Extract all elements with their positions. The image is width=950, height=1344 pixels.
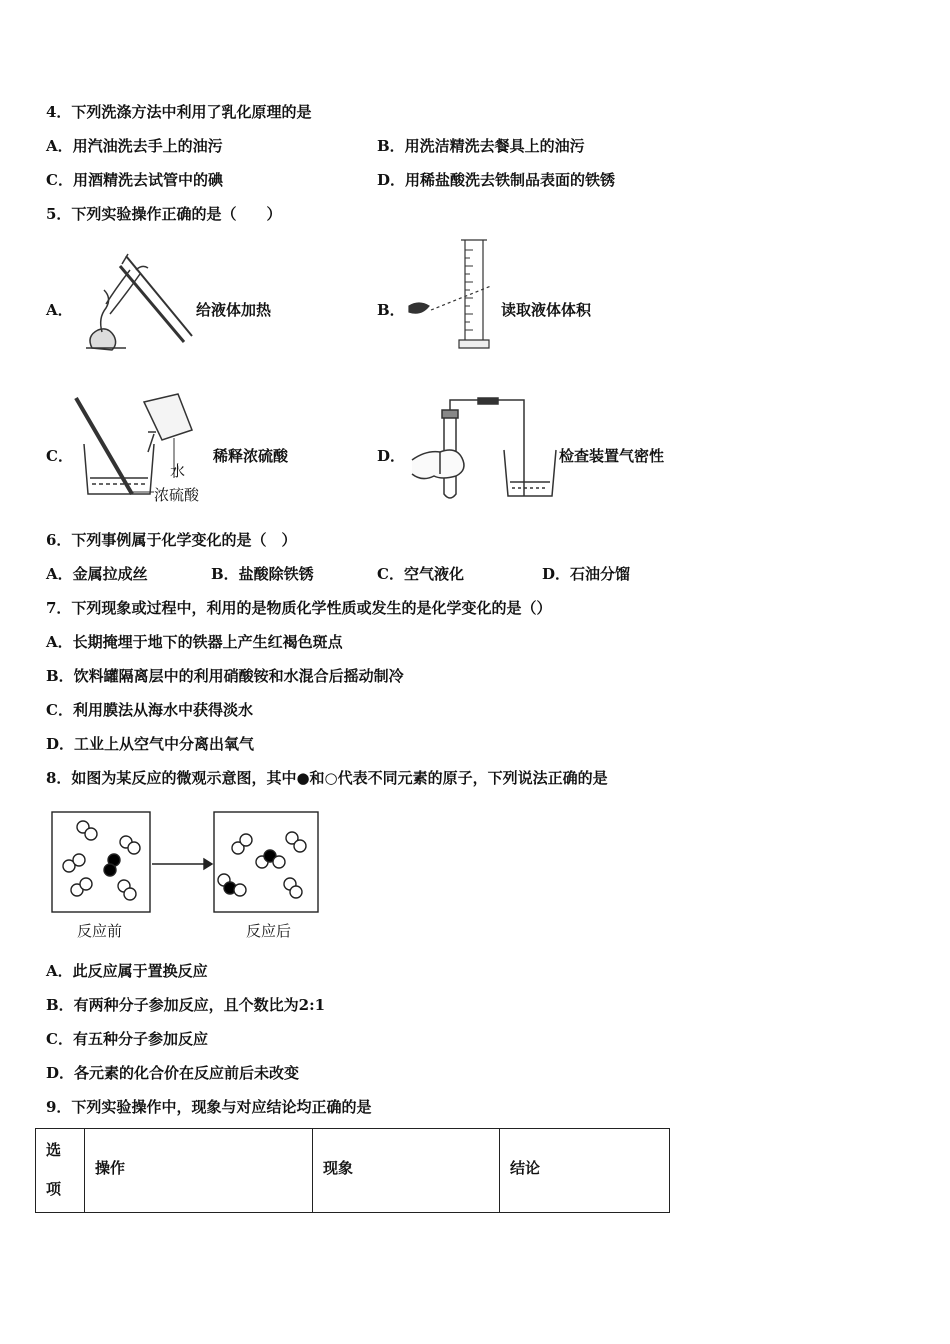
q5-option-d-letter[interactable]: D． <box>377 447 406 465</box>
q9-stem: 9．下列实验操作中，现象与对应结论均正确的是 <box>46 1098 372 1116</box>
q6-stem: 6．下列事例属于化学变化的是（ ） <box>46 531 297 549</box>
header-conclusion: 结论 <box>500 1129 670 1213</box>
q7-option-d[interactable]: D．工业上从空气中分离出氧气 <box>46 735 255 753</box>
q4-option-d[interactable]: D．用稀盐酸洗去铁制品表面的铁锈 <box>377 171 616 189</box>
q7-option-a[interactable]: A．长期掩埋于地下的铁器上产生红褐色斑点 <box>46 633 343 651</box>
q5-option-c-letter[interactable]: C． <box>46 447 73 465</box>
q7-option-b[interactable]: B．饮料罐隔离层中的利用硝酸铵和水混合后摇动制冷 <box>46 667 404 685</box>
conc-acid-label: 浓硫酸 <box>154 486 200 504</box>
q6-option-b[interactable]: B．盐酸除铁锈 <box>211 565 314 583</box>
header-operation: 操作 <box>85 1129 313 1213</box>
header-phenomenon: 现象 <box>313 1129 500 1213</box>
q6-option-c[interactable]: C．空气液化 <box>377 565 464 583</box>
q4-option-c[interactable]: C．用酒精洗去试管中的碘 <box>46 171 223 189</box>
q5-option-d-caption: 检查装置气密性 <box>559 447 665 465</box>
q8-option-c[interactable]: C．有五种分子参加反应 <box>46 1030 208 1048</box>
q6-option-a[interactable]: A．金属拉成丝 <box>46 565 148 583</box>
after-label: 反应后 <box>246 922 292 940</box>
q8-option-b[interactable]: B．有两种分子参加反应，且个数比为2:1 <box>46 996 326 1014</box>
q5-option-c-caption: 稀释浓硫酸 <box>213 447 289 465</box>
heating-liquid-figure <box>76 244 196 356</box>
q5-option-b-caption: 读取液体体积 <box>501 301 592 319</box>
q4-stem: 4．下列洗涤方法中利用了乳化原理的是 <box>46 103 312 121</box>
q6-option-d[interactable]: D．石油分馏 <box>542 565 631 583</box>
q5-stem: 5．下列实验操作正确的是（ ） <box>46 205 282 223</box>
q8-option-a[interactable]: A．此反应属于置换反应 <box>46 962 208 980</box>
q4-option-a[interactable]: A．用汽油洗去手上的油污 <box>46 137 223 155</box>
header-option: 选 项 <box>36 1129 85 1213</box>
q7-option-c[interactable]: C．利用膜法从海水中获得淡水 <box>46 701 253 719</box>
q8-stem: 8．如图为某反应的微观示意图，其中●和○代表不同元素的原子，下列说法正确的是 <box>46 769 608 787</box>
q4-option-b[interactable]: B．用洗洁精洗去餐具上的油污 <box>377 137 585 155</box>
q5-option-b-letter[interactable]: B． <box>377 301 405 319</box>
q9-table <box>35 1128 670 1213</box>
before-label: 反应前 <box>77 922 123 940</box>
graduated-cylinder-figure <box>405 236 500 354</box>
q5-option-a-caption: 给液体加热 <box>196 301 272 319</box>
q8-option-d[interactable]: D．各元素的化合价在反应前后未改变 <box>46 1064 300 1082</box>
q5-option-a-letter[interactable]: A． <box>46 301 73 319</box>
reaction-diagram <box>50 810 322 916</box>
water-label: 水 <box>170 462 186 480</box>
q7-stem: 7．下列现象或过程中，利用的是物质化学性质或发生的是化学变化的是（） <box>46 599 552 617</box>
airtightness-figure <box>408 394 558 506</box>
